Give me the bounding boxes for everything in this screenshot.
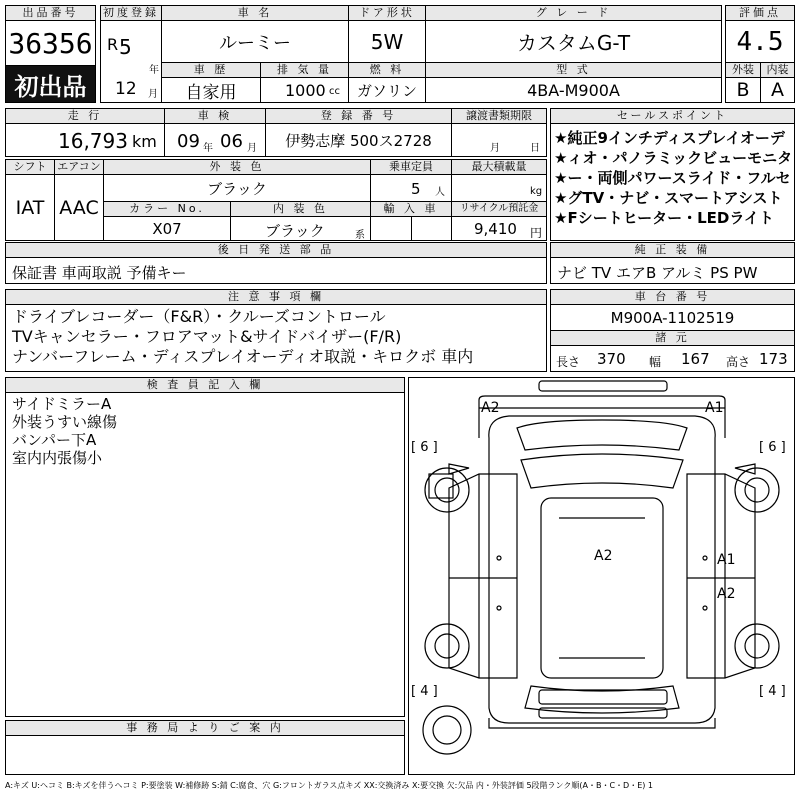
interior-color-label: 内 装 色 [230,201,371,217]
inspector-line: 外装うすい線傷 [12,413,118,431]
fuel-label: 燃 料 [348,62,426,78]
plate-label: 登 録 番 号 [265,108,452,124]
inspector-line: 室内内張傷小 [12,449,103,467]
load-label: 最大積載量 [451,159,547,175]
plate: 伊勢志摩 500ス2728 [265,123,452,157]
sales-point: ★グTV・ナビ・スマートアシスト [554,189,783,207]
car-outline [409,378,795,775]
spec-values [550,345,795,372]
note-line: TVキャンセラー・フロアマット&サイドバイザー(F/R) [12,327,402,346]
sales-points [550,123,795,241]
capacity [370,174,452,202]
insp-year: 09 [177,131,200,152]
color-no-label: カラー No. [103,201,231,217]
score-label: 評価点 [725,5,795,21]
height-label: 高さ [726,355,751,369]
exterior-color: ブラック [103,174,371,202]
ext-grade: B [725,77,761,103]
notes-label: 注 意 事 項 欄 [5,289,547,305]
first-reg-year: 5 [119,35,132,59]
displacement-label: 排 気 量 [260,62,349,78]
import-label: 輸 入 車 [370,201,452,217]
inspector-body [5,392,405,717]
mileage [5,123,165,157]
transfer-label: 譲渡書類期限 [451,108,547,124]
lot-label: 出品番号 [5,5,96,21]
km-unit: km [132,132,157,151]
first-reg-label: 初度登録 [100,5,162,21]
grade: カスタムG-T [425,20,722,63]
score: 4.5 [725,20,795,63]
first-reg-month: 12 [115,79,137,99]
parts-value: 保証書 車両取説 予備キー [5,257,547,284]
inspection [164,123,266,157]
capacity-label: 乗車定員 [370,159,452,175]
damage-mark-front-right: A1 [705,400,724,416]
inspector-line: サイドミラーA [12,395,112,413]
ext-label: 外装 [725,62,761,78]
inspector-label: 検 査 員 記 入 欄 [5,377,405,393]
load [451,174,547,202]
recycle [451,216,547,241]
interior-suffix: 系 [355,230,365,241]
model: 4BA-M900A [425,77,722,103]
genuine-value: ナビ TV エアB アルミ PS PW [550,257,795,284]
office-label: 事 務 局 よ り ご 案 内 [5,720,405,736]
chassis-number: M900A-1102519 [550,304,795,331]
model-label: 型 式 [425,62,722,78]
tread-front-right: [ 6 ] [759,440,786,455]
sales-point: ★純正9インチディスプレイオーデ [554,129,785,147]
capacity-value: 5 [411,180,421,198]
note-line: ナンバーフレーム・ディスプレイオーディオ取説・キロクボ 車内 [12,347,474,366]
inspector-line: バンパー下A [12,431,97,449]
int-label: 内装 [760,62,795,78]
inspection-label: 車 検 [164,108,266,124]
year-unit: 年 [149,65,159,76]
notes-body [5,304,547,372]
damage-mark-right-door-rear: A2 [717,586,736,602]
mileage-value: 16,793 [58,129,128,153]
damage-mark-roof: A2 [594,548,613,564]
displacement [260,77,349,103]
recycle-value: 9,410 [474,220,517,238]
height: 173 [759,350,788,368]
sales-point: ★ー・両側パワースライド・フルセ [554,169,791,187]
length-label: 長さ [556,355,581,369]
shift: IAT [5,174,55,241]
history-label: 車 歴 [161,62,261,78]
damage-mark-front-left: A2 [481,400,500,416]
lot-number: 36356 [5,20,96,66]
spec-label: 諸 元 [550,330,795,346]
sales-point: ★Fシートヒーター・LEDライト [554,209,774,227]
legend: A:キズ U:ヘコミ B:キズを伴うヘコミ P:要塗装 W:補修跡 S:錆 C:腐食、穴 G:フロントガラス点キズ XX:交換済み X:要交換 欠:欠品 内・外装評価 5段階ランク順(A・B・C・D・E) 1 [5,781,654,790]
shift-label: シフト [5,159,55,175]
int-grade: A [760,77,795,103]
interior-color-value: ブラック [265,222,325,240]
ac-label: エアコン [54,159,104,175]
yen-unit: 円 [530,226,543,240]
width: 167 [681,350,710,368]
damage-mark-right-door-front: A1 [717,552,736,568]
cc-unit: cc [329,86,340,97]
car-diagram [408,377,795,775]
transfer-month: 月 [490,143,500,154]
car-name: ルーミー [161,20,349,63]
tread-rear-right: [ 4 ] [759,684,786,699]
grade-label: グ レ ー ド [425,5,722,21]
import-value [370,216,452,241]
tread-front-left: [ 6 ] [411,440,438,455]
insp-month: 06 [220,131,243,152]
genuine-label: 純 正 装 備 [550,242,795,258]
first-listing-badge: 初出品 [5,65,96,103]
length: 370 [597,350,626,368]
recycle-label: リサイクル預託金 [451,201,547,217]
interior-color [230,216,371,241]
office-body [5,735,405,775]
color-no: X07 [103,216,231,241]
insp-year-unit: 年 [203,143,213,154]
load-unit: kg [530,186,543,197]
first-reg-value [100,20,162,103]
sales-point: ★ィオ・パノラミックビューモニタ [554,149,793,167]
era: R [107,35,119,54]
insp-month-unit: 月 [247,143,257,154]
ac: AAC [54,174,104,241]
transfer-day: 日 [530,143,540,154]
month-unit: 月 [148,89,158,100]
door-label: ドア形状 [348,5,426,21]
capacity-unit: 人 [435,187,445,198]
tread-rear-left: [ 4 ] [411,684,438,699]
history: 自家用 [161,77,261,103]
exterior-color-label: 外 装 色 [103,159,371,175]
door-type: 5W [348,20,426,63]
chassis-label: 車 台 番 号 [550,289,795,305]
width-label: 幅 [649,355,662,369]
car-name-label: 車 名 [161,5,349,21]
sales-label: セールスポイント [550,108,795,124]
displacement-value: 1000 [285,81,326,100]
note-line: ドライブレコーダー（F&R）・クルーズコントロール [12,307,386,326]
mileage-label: 走 行 [5,108,165,124]
parts-label: 後 日 発 送 部 品 [5,242,547,258]
transfer [451,123,547,157]
fuel: ガソリン [348,77,426,103]
